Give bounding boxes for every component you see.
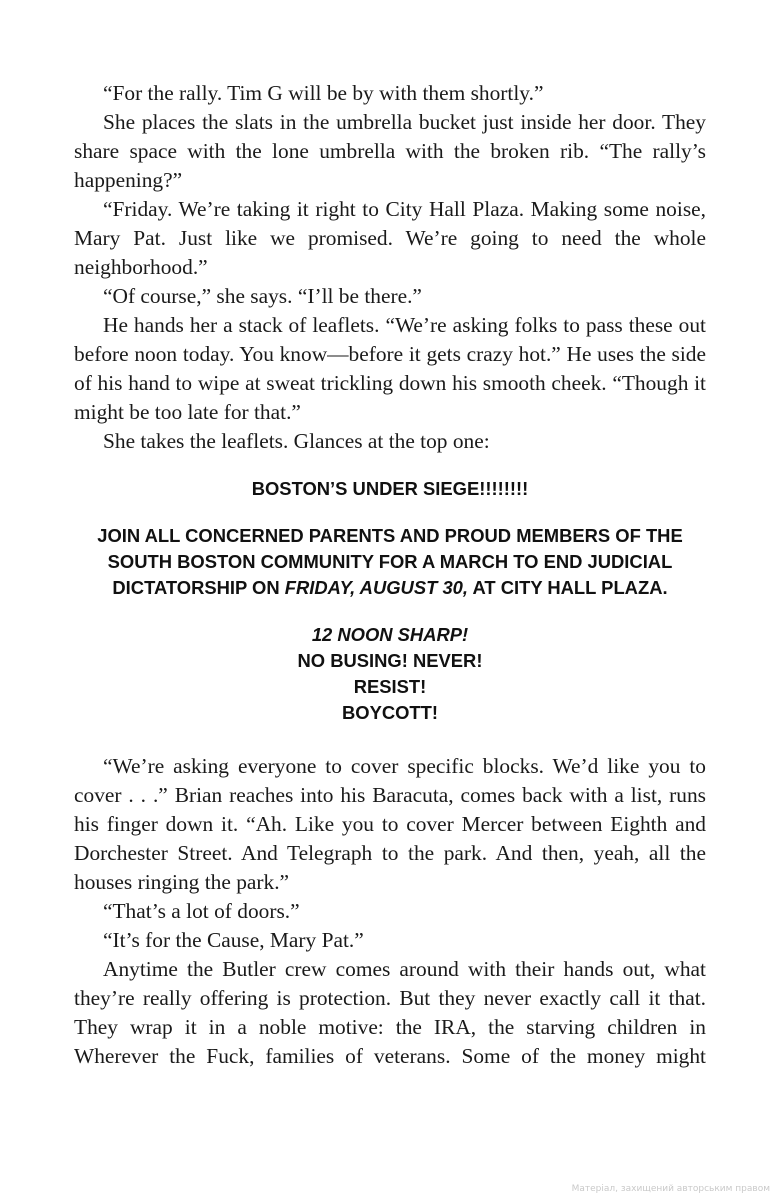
leaflet-call-location: AT CITY HALL PLAZA. bbox=[468, 577, 668, 598]
prose-after bbox=[74, 752, 706, 1071]
leaflet bbox=[74, 476, 706, 726]
leaflet-slogan: NO BUSING! NEVER! bbox=[297, 650, 483, 671]
leaflet-slogan: BOYCOTT! bbox=[341, 702, 439, 723]
prose-before bbox=[74, 79, 706, 456]
book-page bbox=[74, 79, 706, 1071]
paragraph: “It’s for the Cause, Mary Pat.” bbox=[103, 928, 364, 952]
paragraph: Anytime the Butler crew comes around with their hands out, what they’re really offering is protection. But they never exactly call it that. They wrap it in a noble motive: the IRA, the starving children in Wherever the Fuck, families of veterans. Some of the money might bbox=[74, 957, 706, 1068]
paragraph: “Friday. We’re taking it right to City Hall Plaza. Making some noise, Mary Pat. Just like we promised. We’re going to need the whole neighborhood.” bbox=[74, 197, 706, 279]
paragraph: “For the rally. Tim G will be by with them shortly.” bbox=[103, 81, 544, 105]
leaflet-slogans bbox=[74, 622, 706, 726]
paragraph: “We’re asking everyone to cover specific blocks. We’d like you to cover . . .” Brian reaches into his Baracuta, comes back with a list, runs his finger down it. “Ah. Like you to cover Mercer between Eighth and Dorchester Street. And Telegraph to the park. And then, yeah, all the houses ringing the park.” bbox=[74, 754, 706, 894]
leaflet-march-date: FRIDAY, AUGUST 30, bbox=[284, 577, 469, 598]
leaflet-slogan: RESIST! bbox=[353, 676, 427, 697]
paragraph: “That’s a lot of doors.” bbox=[103, 899, 300, 923]
paragraph: She takes the leaflets. Glances at the top one: bbox=[103, 429, 490, 453]
paragraph: She places the slats in the umbrella bucket just inside her door. They share space with the lone umbrella with the broken rib. “The rally’s happening?” bbox=[74, 110, 706, 192]
leaflet-time: 12 NOON SHARP! bbox=[311, 624, 469, 645]
copyright-watermark: Матеріал, захищений авторським правом bbox=[571, 1184, 770, 1194]
leaflet-headline: BOSTON’S UNDER SIEGE!!!!!!!! bbox=[251, 478, 529, 499]
leaflet-call-to-action bbox=[74, 523, 706, 601]
leaflet-call-text: JOIN ALL CONCERNED PARENTS AND PROUD MEMBERS OF THE SOUTH BOSTON COMMUNITY FOR A MARCH TO END JUDICIAL DICTATORSHIP ON bbox=[97, 525, 683, 598]
paragraph: He hands her a stack of leaflets. “We’re asking folks to pass these out before noon today. You know—before it gets crazy hot.” He uses the side of his hand to wipe at sweat trickling down his smooth cheek. “Though it might be too late for that.” bbox=[74, 313, 706, 424]
paragraph: “Of course,” she says. “I’ll be there.” bbox=[103, 284, 422, 308]
